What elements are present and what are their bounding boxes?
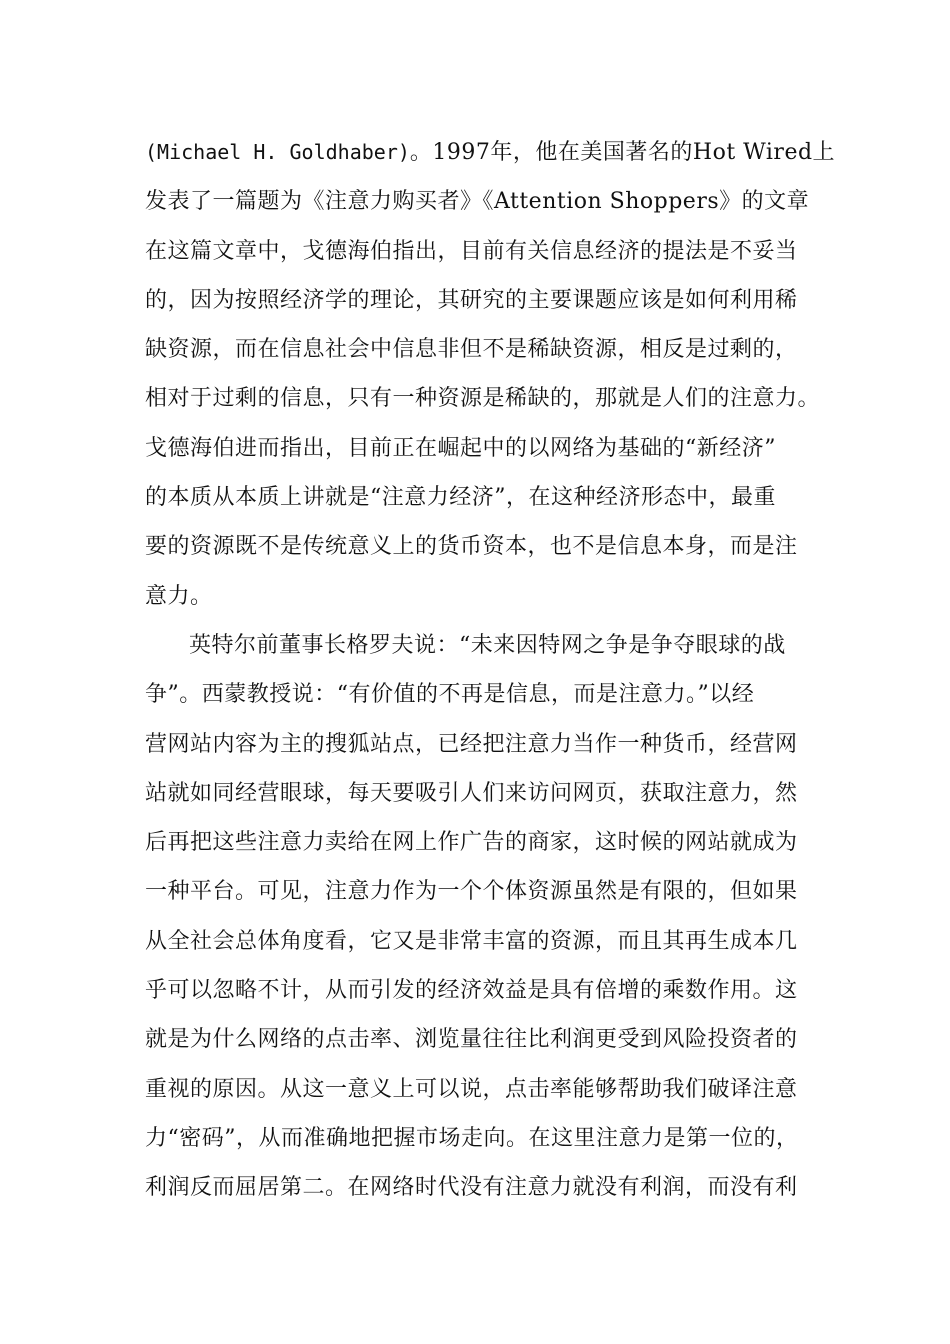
text-line: 意力。 [145, 583, 213, 609]
text-line: 缺资源，而在信息社会中信息非但不是稀缺资源，相反是过剩的， [145, 337, 798, 363]
text-line: 要的资源既不是传统意义上的货币资本，也不是信息本身，而是注 [145, 534, 798, 560]
text-line: 站就如同经营眼球，每天要吸引人们来访问网页，获取注意力，然 [145, 780, 798, 806]
author-name-latin: (Michael H. Goldhaber) [145, 140, 410, 164]
text-line: 营网站内容为主的搜狐站点，已经把注意力当作一种货币，经营网 [145, 731, 798, 757]
text-line: 后再把这些注意力卖给在网上作广告的商家，这时候的网站就成为 [145, 830, 798, 856]
paragraph-start-line: 英特尔前董事长格罗夫说：“未来因特网之争是争夺眼球的战 [189, 632, 786, 658]
line-1-rest: 。1997年，他在美国著名的Hot Wired上 [409, 140, 836, 165]
text-line: 争”。西蒙教授说：“有价值的不再是信息，而是注意力。”以经 [145, 682, 755, 708]
text-line: 乎可以忽略不计，从而引发的经济效益是具有倍增的乘数作用。这 [145, 978, 798, 1004]
text-line: 重视的原因。从这一意义上可以说，点击率能够帮助我们破译注意 [145, 1076, 798, 1102]
text-line: 利润反而屈居第二。在网络时代没有注意力就没有利润，而没有利 [145, 1175, 798, 1201]
text-line [145, 128, 836, 177]
text-line: 发表了一篇题为《注意力购买者》《Attention Shoppers》的文章 [145, 189, 810, 215]
body-text [145, 128, 836, 1213]
text-line: 的，因为按照经济学的理论，其研究的主要课题应该是如何利用稀 [145, 287, 798, 313]
text-line: 力“密码”，从而准确地把握市场走向。在这里注意力是第一位的， [145, 1125, 799, 1151]
text-line: 戈德海伯进而指出，目前正在崛起中的以网络为基础的“新经济” [145, 435, 776, 461]
text-line: 从全社会总体角度看，它又是非常丰富的资源，而且其再生成本几 [145, 928, 798, 954]
text-line: 的本质从本质上讲就是“注意力经济”，在这种经济形态中，最重 [145, 485, 776, 511]
text-line: 就是为什么网络的点击率、浏览量往往比利润更受到风险投资者的 [145, 1027, 798, 1053]
text-line: 相对于过剩的信息，只有一种资源是稀缺的，那就是人们的注意力。 [145, 386, 821, 412]
text-line: 一种平台。可见，注意力作为一个个体资源虽然是有限的，但如果 [145, 879, 798, 905]
text-line: 在这篇文章中，戈德海伯指出，目前有关信息经济的提法是不妥当 [145, 238, 798, 264]
